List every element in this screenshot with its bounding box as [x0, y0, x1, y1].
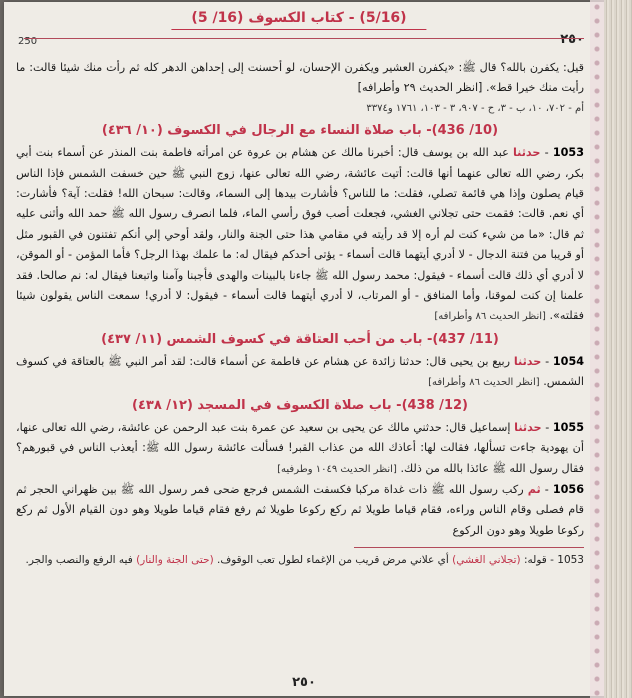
- header-rule: [24, 38, 584, 39]
- hadith-reference: [انظر الحديث ١٠٤٩ وطرفيه]: [277, 463, 397, 475]
- hadith-1054: 1054 - حدثنا ربيع بن يحيى قال: حدثنا زائدة عن هشام عن فاطمة عن أسماء قالت: لقد أمر النبي ﷺ بالعتاقة في كسوف الشمس. [انظر الحديث ٨٦ وأطرافه]: [16, 354, 585, 389]
- hadith-opening: ثم: [527, 482, 541, 496]
- hadith-number: 1053: [552, 146, 584, 160]
- page-header: [12, 10, 586, 47]
- chapter-heading: (10/ 436)- باب صلاة النساء مع الرجال في الكسوف (١٠/ ٤٣٦): [101, 123, 499, 139]
- decorative-border: [590, 0, 604, 698]
- footnote-text: فيه الرفع والنصب والجر.: [25, 554, 133, 567]
- cross-reference-line: أم - ٧٠٢، ١٠، ب - ٣، ح - ٩٠٧، ٣ - ١٠٣، ١٧٦١ و٣٣٧٤: [366, 102, 584, 114]
- hadith-text: عبد الله بن يوسف قال: أخبرنا مالك عن هشام بن عروة عن امرأته فاطمة بنت المنذر عن أسماء بنت أبي بكر، رضي الله تعالى عنهما أنها قالت: أتيت عائشة، رضي الله تعالى عنها، زوج النبي ﷺ حين خسفت الشمس فإذا الناس قيام يصلون وإذا هي قائمة تصلي، فقلت: ما للناس؟ فأشارت بيدها إلى السماء، وقالت: سبحان الله! فقلت: آية؟ فأشارت: أي نعم. قالت: فقمت حتى تجلاني الغشي، فجعلت أصب فوق رأسي الماء، فلما انصرف رسول الله ﷺ حمد الله وأثنى عليه ثم قال: «ما من شيء كنت لم أره إلا قد رأيته في مقامي هذا حتى الجنة والنار، ولقد أوحي إلي أنكم تفتنون في القبور مثل أو قريبا من فتنة الدجال - لا أدري أيتهما قالت أسماء - يؤتى أحدكم فيقال له: ما علمك بهذا الرجل؟ فأما المؤمن - أو الموقن، لا أدري أي ذلك قالت أسماء - فيقول: محمد رسول الله ﷺ جاءنا بالبينات والهدى فأجبنا وآمنا واتبعنا فيقال له: نم صالحا. فقد علمنا إن كنت لموقنا، وأما المنافق - أو المرتاب، لا أدري أيتهما قالت أسماء - فيقول: لا أدري! سمعت الناس يقولون شيئا فقلته».: [16, 146, 584, 323]
- header-page-number-arabic: ٢٥٠: [560, 32, 584, 47]
- hadith-text: ركب رسول الله ﷺ ذات غداة مركبا فكسفت الشمس فرجع ضحى فمر رسول الله ﷺ بين ظهراني الحجر ثم قام فصلى وقام الناس وراءه، فقام قياما طويلا ثم ركع ركوعا طويلا ثم رفع فقام قياما طويلا وهو دون القيام الأول ثم ركع ركوعا طويلا وهو دون الركوع: [16, 482, 584, 537]
- page-edges: [604, 0, 632, 698]
- header-page-number-latin: 250: [18, 36, 38, 47]
- page-number: ٢٥٠: [292, 675, 316, 690]
- chapter-heading: (11/ 437)- باب من أحب العتاقة في كسوف الشمس (١١/ ٤٣٧): [101, 331, 499, 347]
- hadith-number: 1055: [552, 420, 584, 434]
- footnote-term: (حتى الجنة والنار): [136, 554, 214, 567]
- footnote-divider: [354, 547, 584, 548]
- hadith-text: ربيع بن يحيى قال: حدثنا زائدة عن هشام عن فاطمة عن أسماء قالت: لقد أمر النبي ﷺ بالعتاقة في كسوف الشمس.: [16, 354, 584, 389]
- hadith-opening: حدثنا: [513, 354, 542, 368]
- hadith-text: إسماعيل قال: حدثني مالك عن يحيى بن سعيد عن عمرة بنت عبد الرحمن عن عائشة، رضي الله تعالى عنها، أن يهودية جاءت تسألها، فقالت لها: أعاذك الله من عذاب القبر! فسألت عائشة رسول الله ﷺ: أيعذب الناس في قبورهم؟ فقال رسول الله ﷺ عائذا بالله من ذلك.: [16, 420, 584, 475]
- header-title: (5/16) - كتاب الكسوف (16/ 5): [171, 10, 426, 30]
- hadith-reference: [انظر الحديث ٨٦ وأطرافه]: [428, 377, 540, 389]
- footnote-number: 1053: [557, 554, 584, 567]
- footnote: 1053 - قوله: (تجلاني الغشي) أي علاني مرض قريب من الإغماء لطول تعب الوقوف. (حتى الجنة والنار) فيه الرفع والنصب والجر.: [25, 554, 584, 567]
- page-body: [16, 58, 584, 656]
- hadith-1053: 1053 - حدثنا عبد الله بن يوسف قال: أخبرنا مالك عن هشام بن عروة عن امرأته فاطمة بنت المنذر عن أسماء بنت أبي بكر، رضي الله تعالى عنهما أنها قالت: أتيت عائشة، رضي الله تعالى عنها، زوج النبي ﷺ حين خسفت الشمس فإذا الناس قيام يصلون وإذا هي قائمة تصلي، فقلت: ما للناس؟ فأشارت بيدها إلى السماء، وقالت: سبحان الله! فقلت: آية؟ فأشارت: أي نعم. قالت: فقمت حتى تجلاني الغشي، فجعلت أصب فوق رأسي الماء، فلما انصرف رسول الله ﷺ حمد الله وأثنى عليه ثم قال: «ما من شيء كنت لم أره إلا قد رأيته في مقامي هذا حتى الجنة والنار، ولقد أوحي إلي أنكم تفتنون في القبور مثل أو قريبا من فتنة الدجال - لا أدري أيتهما قالت أسماء - يؤتى أحدكم فيقال له: ما علمك بهذا الرجل؟ فأما المؤمن - أو الموقن، لا أدري أي ذلك قالت أسماء - فيقول: محمد رسول الله ﷺ جاءنا بالبينات والهدى فأجبنا وآمنا واتبعنا فيقال له: نم صالحا. فقد علمنا إن كنت لموقنا، وأما المنافق - أو المرتاب، لا أدري أيتهما قالت أسماء - فيقول: لا أدري! سمعت الناس يقولون شيئا فقلته». [انظر الحديث ٨٦ وأطرافه]: [16, 146, 584, 323]
- footnote-text: أي علاني مرض قريب من الإغماء لطول تعب الوقوف.: [213, 554, 449, 567]
- hadith-opening: حدثنا: [512, 146, 541, 160]
- hadith-opening: حدثنا: [514, 420, 542, 434]
- book-page: [4, 2, 604, 696]
- footnote-label: قوله:: [520, 554, 547, 567]
- intro-paragraph: قيل: يكفرن بالله؟ قال ﷺ: «يكفرن العشير ويكفرن الإحسان، لو أحسنت إلى إحداهن الدهر كله ثم رأت منك شيئا قالت: ما رأيت منك خيرا قط». [انظر الحديث ٢٩ وأطرافه]: [16, 61, 584, 95]
- footnote-term: (تجلاني الغشي): [452, 554, 521, 567]
- hadith-reference: [انظر الحديث ٨٦ وأطرافه]: [434, 311, 546, 323]
- hadith-1056: 1056 - ثم ركب رسول الله ﷺ ذات غداة مركبا فكسفت الشمس فرجع ضحى فمر رسول الله ﷺ بين ظهراني الحجر ثم قام فصلى وقام الناس وراءه، فقام قياما طويلا ثم ركع ركوعا طويلا ثم رفع فقام قياما طويلا وهو دون القيام الأول ثم ركع ركوعا طويلا وهو دون الركوع: [16, 482, 584, 537]
- hadith-number: 1054: [552, 354, 585, 368]
- hadith-1055: 1055 - حدثنا إسماعيل قال: حدثني مالك عن يحيى بن سعيد عن عمرة بنت عبد الرحمن عن عائشة، رضي الله تعالى عنها، أن يهودية جاءت تسألها، فقالت لها: أعاذك الله من عذاب القبر! فسألت عائشة رسول الله ﷺ: أيعذب الناس في قبورهم؟ فقال رسول الله ﷺ عائذا بالله من ذلك. [انظر الحديث ١٠٤٩ وطرفيه]: [16, 420, 584, 475]
- hadith-number: 1056: [552, 482, 584, 496]
- chapter-heading: (12/ 438)- باب صلاة الكسوف في المسجد (١٢/ ٤٣٨): [132, 397, 468, 413]
